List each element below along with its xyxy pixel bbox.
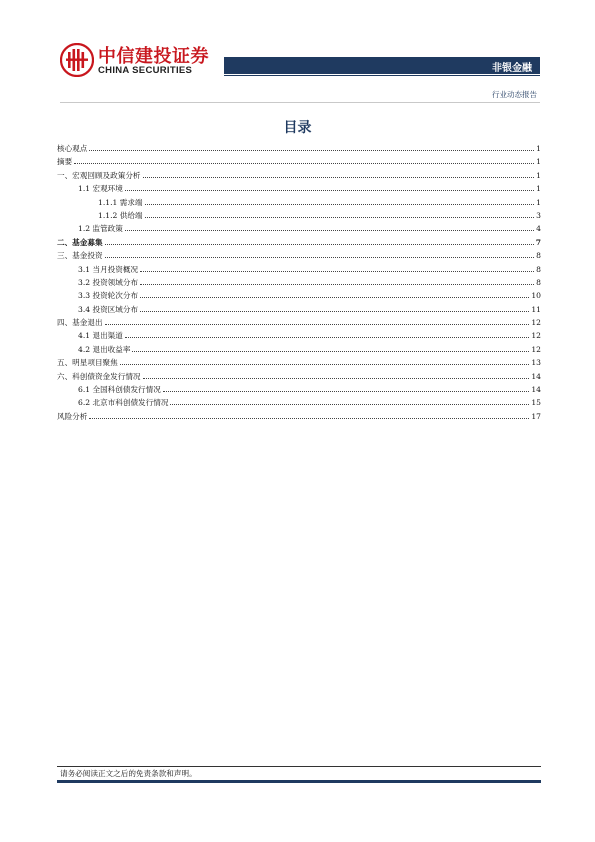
toc-leader-dots <box>140 271 534 272</box>
toc-leader-dots <box>125 337 529 338</box>
toc-entry-label: 三、基金投资 <box>57 251 103 261</box>
toc-entry-label: 3.3 投资轮次分布 <box>78 291 139 301</box>
toc-entry-label: 摘要 <box>57 157 73 167</box>
toc-entry[interactable] <box>57 316 541 329</box>
footer-disclaimer: 请务必阅读正文之后的免责条款和声明。 <box>60 769 197 778</box>
toc-entry[interactable] <box>57 182 541 195</box>
toc-entry-page-number: 12 <box>531 344 541 354</box>
toc-entry-page-number: 8 <box>536 264 541 274</box>
header-divider <box>224 75 540 76</box>
china-securities-logo-icon <box>60 43 94 77</box>
toc-entry-label: 6.2 北京市科创债发行情况 <box>78 398 169 408</box>
toc-entry-page-number: 14 <box>531 385 541 395</box>
footer-divider <box>57 766 541 767</box>
toc-entry-label: 五、明星项目聚焦 <box>57 358 118 368</box>
toc-entry-label: 核心观点 <box>57 144 88 153</box>
table-of-contents <box>57 142 541 423</box>
toc-entry[interactable] <box>57 169 541 182</box>
sector-banner <box>224 57 540 74</box>
toc-entry-label: 3.1 当月投资概况 <box>78 264 139 274</box>
toc-entry[interactable] <box>57 370 541 383</box>
brand-name-english: CHINA SECURITIES <box>98 65 193 76</box>
brand-name-chinese: 中信建投证券 <box>98 46 209 67</box>
toc-leader-dots <box>120 364 530 365</box>
toc-entry-page-number: 1 <box>536 170 541 180</box>
toc-entry[interactable] <box>57 329 541 342</box>
toc-leader-dots <box>145 204 535 205</box>
toc-entry[interactable] <box>57 155 541 168</box>
toc-entry-page-number: 1 <box>536 197 541 207</box>
toc-leader-dots <box>143 177 535 178</box>
toc-entry-page-number: 1 <box>536 157 541 167</box>
toc-entry-page-number: 14 <box>531 371 541 381</box>
toc-entry-label: 1.1.2 供给端 <box>98 210 143 220</box>
toc-leader-dots <box>125 230 534 231</box>
toc-entry[interactable] <box>57 142 541 155</box>
toc-entry-page-number: 1 <box>536 144 541 153</box>
toc-leader-dots <box>89 150 534 151</box>
toc-entry-label: 4.2 退出收益率 <box>78 344 131 354</box>
toc-entry[interactable] <box>57 276 541 289</box>
toc-leader-dots <box>145 217 535 218</box>
toc-entry-page-number: 4 <box>536 224 541 234</box>
toc-leader-dots <box>74 163 534 164</box>
toc-entry[interactable] <box>57 263 541 276</box>
toc-leader-dots <box>89 418 529 419</box>
toc-entry-page-number: 3 <box>536 210 541 220</box>
toc-leader-dots <box>132 351 529 352</box>
toc-entry-page-number: 1 <box>536 184 541 194</box>
toc-entry-label: 1.1.1 需求端 <box>98 197 143 207</box>
toc-entry-page-number: 17 <box>531 411 541 421</box>
toc-entry-label: 风险分析 <box>57 411 88 421</box>
toc-title: 目录 <box>283 120 312 136</box>
toc-entry-page-number: 7 <box>535 237 541 247</box>
toc-entry[interactable] <box>57 222 541 235</box>
toc-entry-label: 一、宏观回顾及政策分析 <box>57 170 141 180</box>
toc-leader-dots <box>125 190 534 191</box>
toc-entry-label: 二、基金募集 <box>57 237 103 247</box>
toc-entry-label: 4.1 退出渠道 <box>78 331 123 341</box>
toc-entry[interactable] <box>57 209 541 222</box>
footer-bar <box>57 780 541 783</box>
toc-entry[interactable] <box>57 289 541 302</box>
toc-leader-dots <box>143 378 530 379</box>
toc-leader-dots <box>140 297 529 298</box>
toc-entry-page-number: 10 <box>531 291 541 301</box>
toc-entry-page-number: 11 <box>531 304 541 314</box>
toc-entry[interactable] <box>57 249 541 262</box>
toc-entry[interactable] <box>57 303 541 316</box>
toc-entry[interactable] <box>57 410 541 423</box>
toc-leader-dots <box>105 257 535 258</box>
toc-leader-dots <box>105 244 534 245</box>
toc-entry-label: 6.1 全国科创债发行情况 <box>78 385 161 395</box>
toc-leader-dots <box>140 284 534 285</box>
toc-entry-label: 3.2 投资领域分布 <box>78 277 139 287</box>
toc-entry[interactable] <box>57 356 541 369</box>
toc-leader-dots <box>163 391 529 392</box>
toc-entry-label: 3.4 投资区域分布 <box>78 304 139 314</box>
toc-entry-page-number: 12 <box>531 331 541 341</box>
toc-leader-dots <box>140 311 529 312</box>
toc-entry-label: 六、科创债资金发行情况 <box>57 371 141 381</box>
toc-leader-dots <box>170 404 529 405</box>
toc-entry-page-number: 13 <box>531 358 541 368</box>
toc-entry-page-number: 8 <box>536 251 541 261</box>
toc-leader-dots <box>105 324 530 325</box>
toc-entry-page-number: 15 <box>531 398 541 408</box>
sector-label: 非银金融 <box>492 63 532 74</box>
toc-entry-label: 四、基金退出 <box>57 318 103 328</box>
toc-entry[interactable] <box>57 343 541 356</box>
toc-entry[interactable] <box>57 196 541 209</box>
toc-entry[interactable] <box>57 396 541 409</box>
toc-entry-page-number: 8 <box>536 277 541 287</box>
toc-entry[interactable] <box>57 236 541 249</box>
report-type-label: 行业动态报告 <box>492 90 537 99</box>
toc-entry[interactable] <box>57 383 541 396</box>
toc-entry-page-number: 12 <box>531 318 541 328</box>
toc-entry-label: 1.1 宏观环境 <box>78 184 123 194</box>
toc-entry-label: 1.2 监管政策 <box>78 224 123 234</box>
header-underline <box>60 102 540 103</box>
